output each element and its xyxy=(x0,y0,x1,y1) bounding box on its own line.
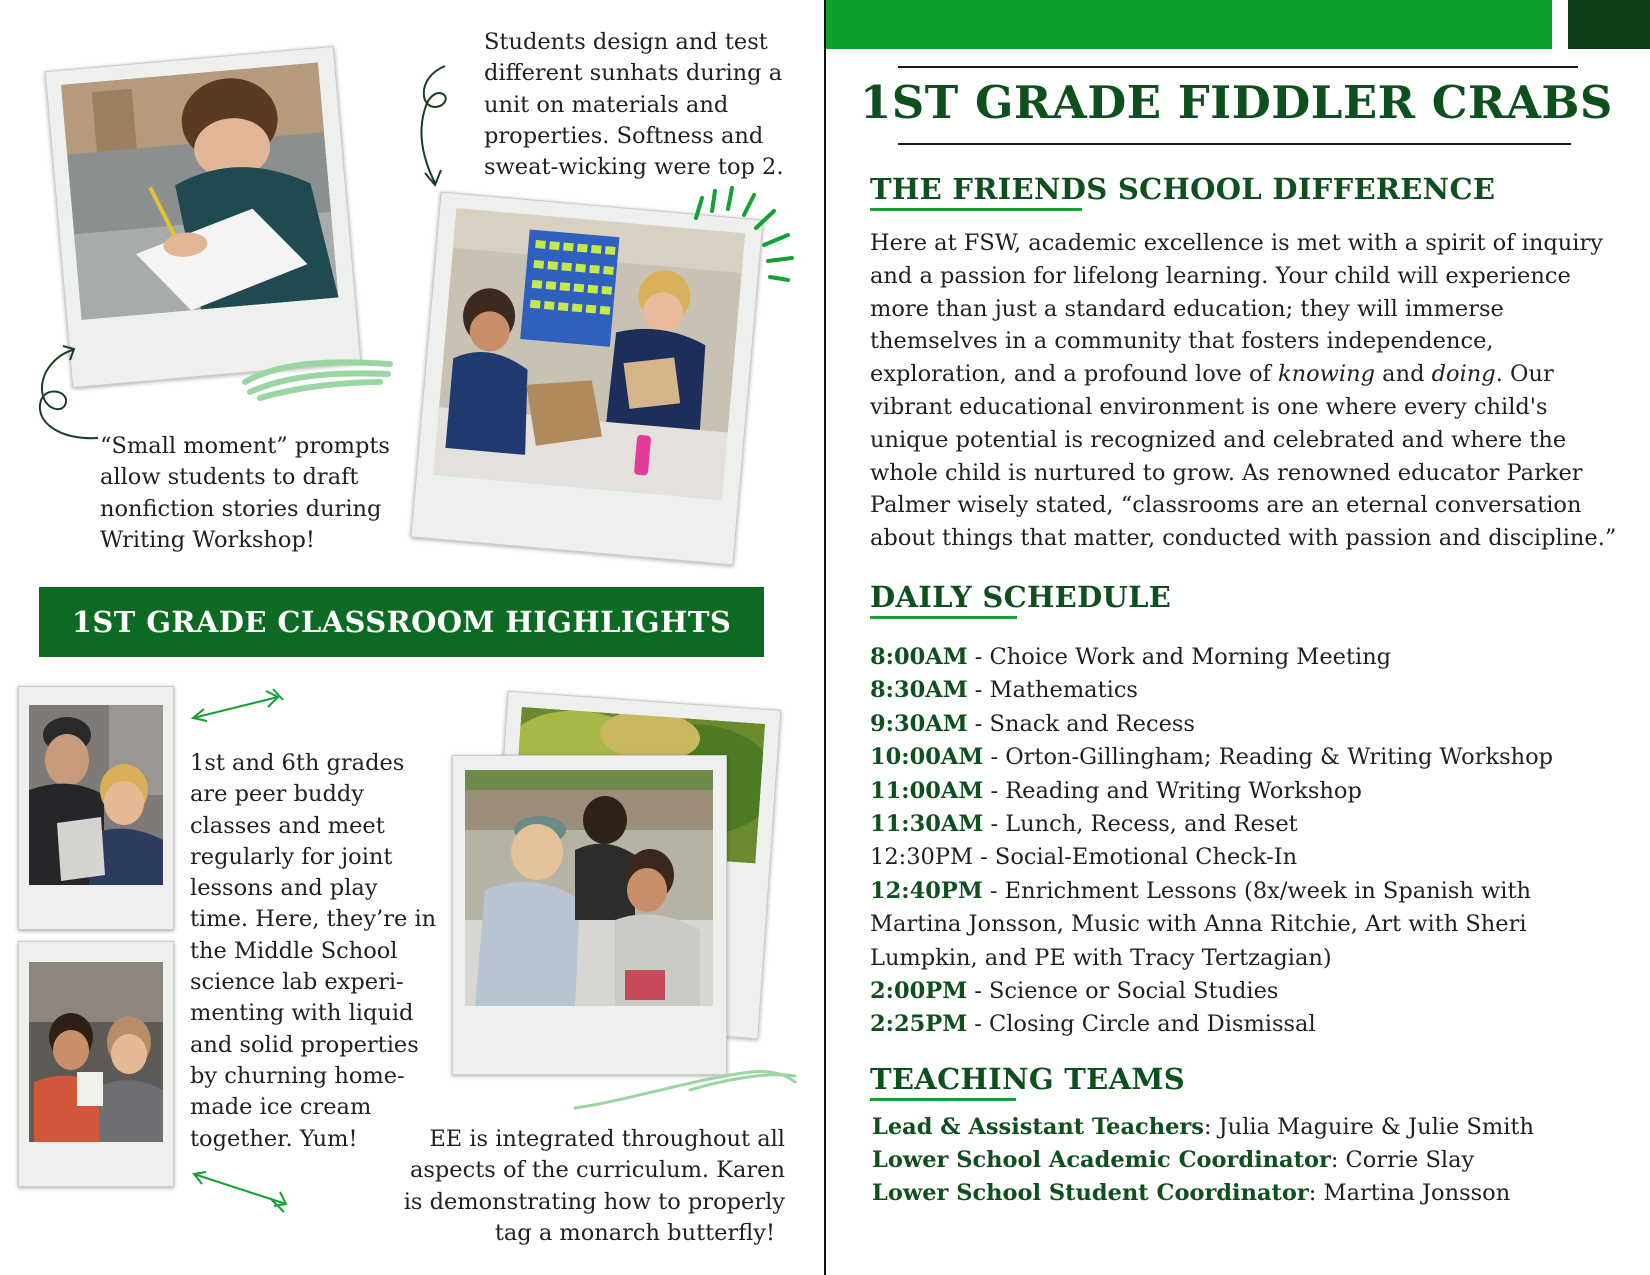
schedule-item: 10:00AM - Orton-Gillingham; Reading & Writing Workshop xyxy=(870,744,1554,771)
title-rule-top xyxy=(898,66,1578,68)
difference-line: and a passion for lifelong learning. Your child will experience xyxy=(870,262,1571,289)
curly-arrow-left-icon xyxy=(28,340,108,445)
photo-frame-writing xyxy=(45,46,362,388)
schedule-item-continued: Martina Jonsson, Music with Anna Ritchie, Art with Sheri xyxy=(870,911,1527,938)
caption-buddies: 1st and 6th grades are peer buddy classes and meet regularly for joint lessons and play time. Here, they’re in the Middle School science lab experi- menting with liquid and solid properties by churning home- made ice cream together. Yum! xyxy=(190,750,437,1152)
schedule-item: 12:40PM - Enrichment Lessons (8x/week in Spanish with xyxy=(870,877,1532,904)
difference-underline xyxy=(870,208,1082,211)
green-scribble-icon xyxy=(240,352,400,402)
schedule-item: 11:00AM - Reading and Writing Workshop xyxy=(870,777,1362,804)
caption-ee: EE is integrated throughout all aspects of the curriculum. Karen is demonstrating how to properly tag a monarch butterfly! xyxy=(403,1126,785,1246)
photo-frame-butterfly xyxy=(452,755,727,1075)
highlights-banner: 1ST GRADE CLASSROOM HIGHLIGHTS xyxy=(39,587,764,657)
difference-line: Palmer wisely stated, “classrooms are an eternal conversation xyxy=(870,492,1582,519)
photo-butterfly-tagging xyxy=(465,770,713,1006)
emphasis-knowing: knowing xyxy=(1278,361,1376,388)
photo-frame-buddies-1 xyxy=(18,686,174,930)
team-item: Lower School Student Coordinator: Martina Jonsson xyxy=(872,1180,1511,1206)
difference-line: more than just a standard education; they will immerse xyxy=(870,295,1504,322)
green-swoosh-icon xyxy=(570,1060,800,1115)
schedule-item: 2:25PM - Closing Circle and Dismissal xyxy=(870,1011,1316,1038)
page-divider xyxy=(824,0,826,1275)
schedule-item-continued: Lumpkin, and PE with Tracy Tertzagian) xyxy=(870,944,1332,971)
schedule-item: 8:00AM - Choice Work and Morning Meeting xyxy=(870,644,1392,670)
page-title: 1ST GRADE FIDDLER CRABS xyxy=(860,76,1613,129)
difference-line: whole child is nurtured to grow. As renowned educator Parker xyxy=(870,459,1583,486)
curly-arrow-icon xyxy=(405,58,465,193)
photo-buddies-lab xyxy=(29,962,163,1142)
schedule-underline xyxy=(870,616,1017,619)
difference-line: unique potential is recognized and celebrated and where the xyxy=(870,426,1567,453)
caption-sunhats: Students design and test different sunhats during a unit on materials and properties. Softness and sweat-wicking were top 2. xyxy=(484,29,784,181)
difference-line: Here at FSW, academic excellence is met with a spirit of inquiry xyxy=(870,230,1603,256)
teams-underline xyxy=(870,1098,1016,1101)
emphasis-doing: doing xyxy=(1431,361,1496,388)
photo-student-writing xyxy=(61,62,339,320)
difference-line: vibrant educational environment is one where every child's xyxy=(870,393,1548,420)
teams-list xyxy=(872,1111,1534,1210)
photo-frame-buddies-2 xyxy=(18,941,174,1187)
team-item: Lead & Assistant Teachers: Julia Maguire & Julie Smith xyxy=(872,1114,1534,1140)
difference-line: about things that matter, conducted with passion and discipline.” xyxy=(870,525,1617,552)
schedule-item: 2:00PM - Science or Social Studies xyxy=(870,978,1279,1005)
team-item: Lower School Academic Coordinator: Corrie Slay xyxy=(872,1147,1475,1173)
difference-line: themselves in a community that fosters independence, xyxy=(870,328,1494,355)
caption-small-moment: “Small moment” prompts allow students to draft nonfiction stories during Writing Workshop! xyxy=(100,433,390,553)
top-accent-bar xyxy=(826,0,1552,49)
title-rule-bottom xyxy=(898,143,1571,145)
difference-paragraph xyxy=(870,227,1640,555)
schedule-list xyxy=(870,641,1640,1042)
teams-heading: TEACHING TEAMS xyxy=(870,1062,1186,1096)
top-accent-block xyxy=(1568,0,1650,49)
schedule-heading: DAILY SCHEDULE xyxy=(870,580,1172,614)
photo-buddies-ice-cream xyxy=(29,705,163,885)
double-arrow-bottom-icon xyxy=(188,1168,298,1218)
schedule-item: 11:30AM - Lunch, Recess, and Reset xyxy=(870,811,1298,838)
difference-line: exploration, and a profound love of knowing and doing. Our xyxy=(870,361,1554,388)
schedule-item: 12:30PM - Social-Emotional Check-In xyxy=(870,844,1298,871)
double-arrow-icon xyxy=(188,685,288,725)
sparkle-lines-icon xyxy=(688,183,808,293)
difference-heading: THE FRIENDS SCHOOL DIFFERENCE xyxy=(870,172,1496,206)
schedule-item: 9:30AM - Snack and Recess xyxy=(870,710,1195,737)
schedule-item: 8:30AM - Mathematics xyxy=(870,677,1138,704)
